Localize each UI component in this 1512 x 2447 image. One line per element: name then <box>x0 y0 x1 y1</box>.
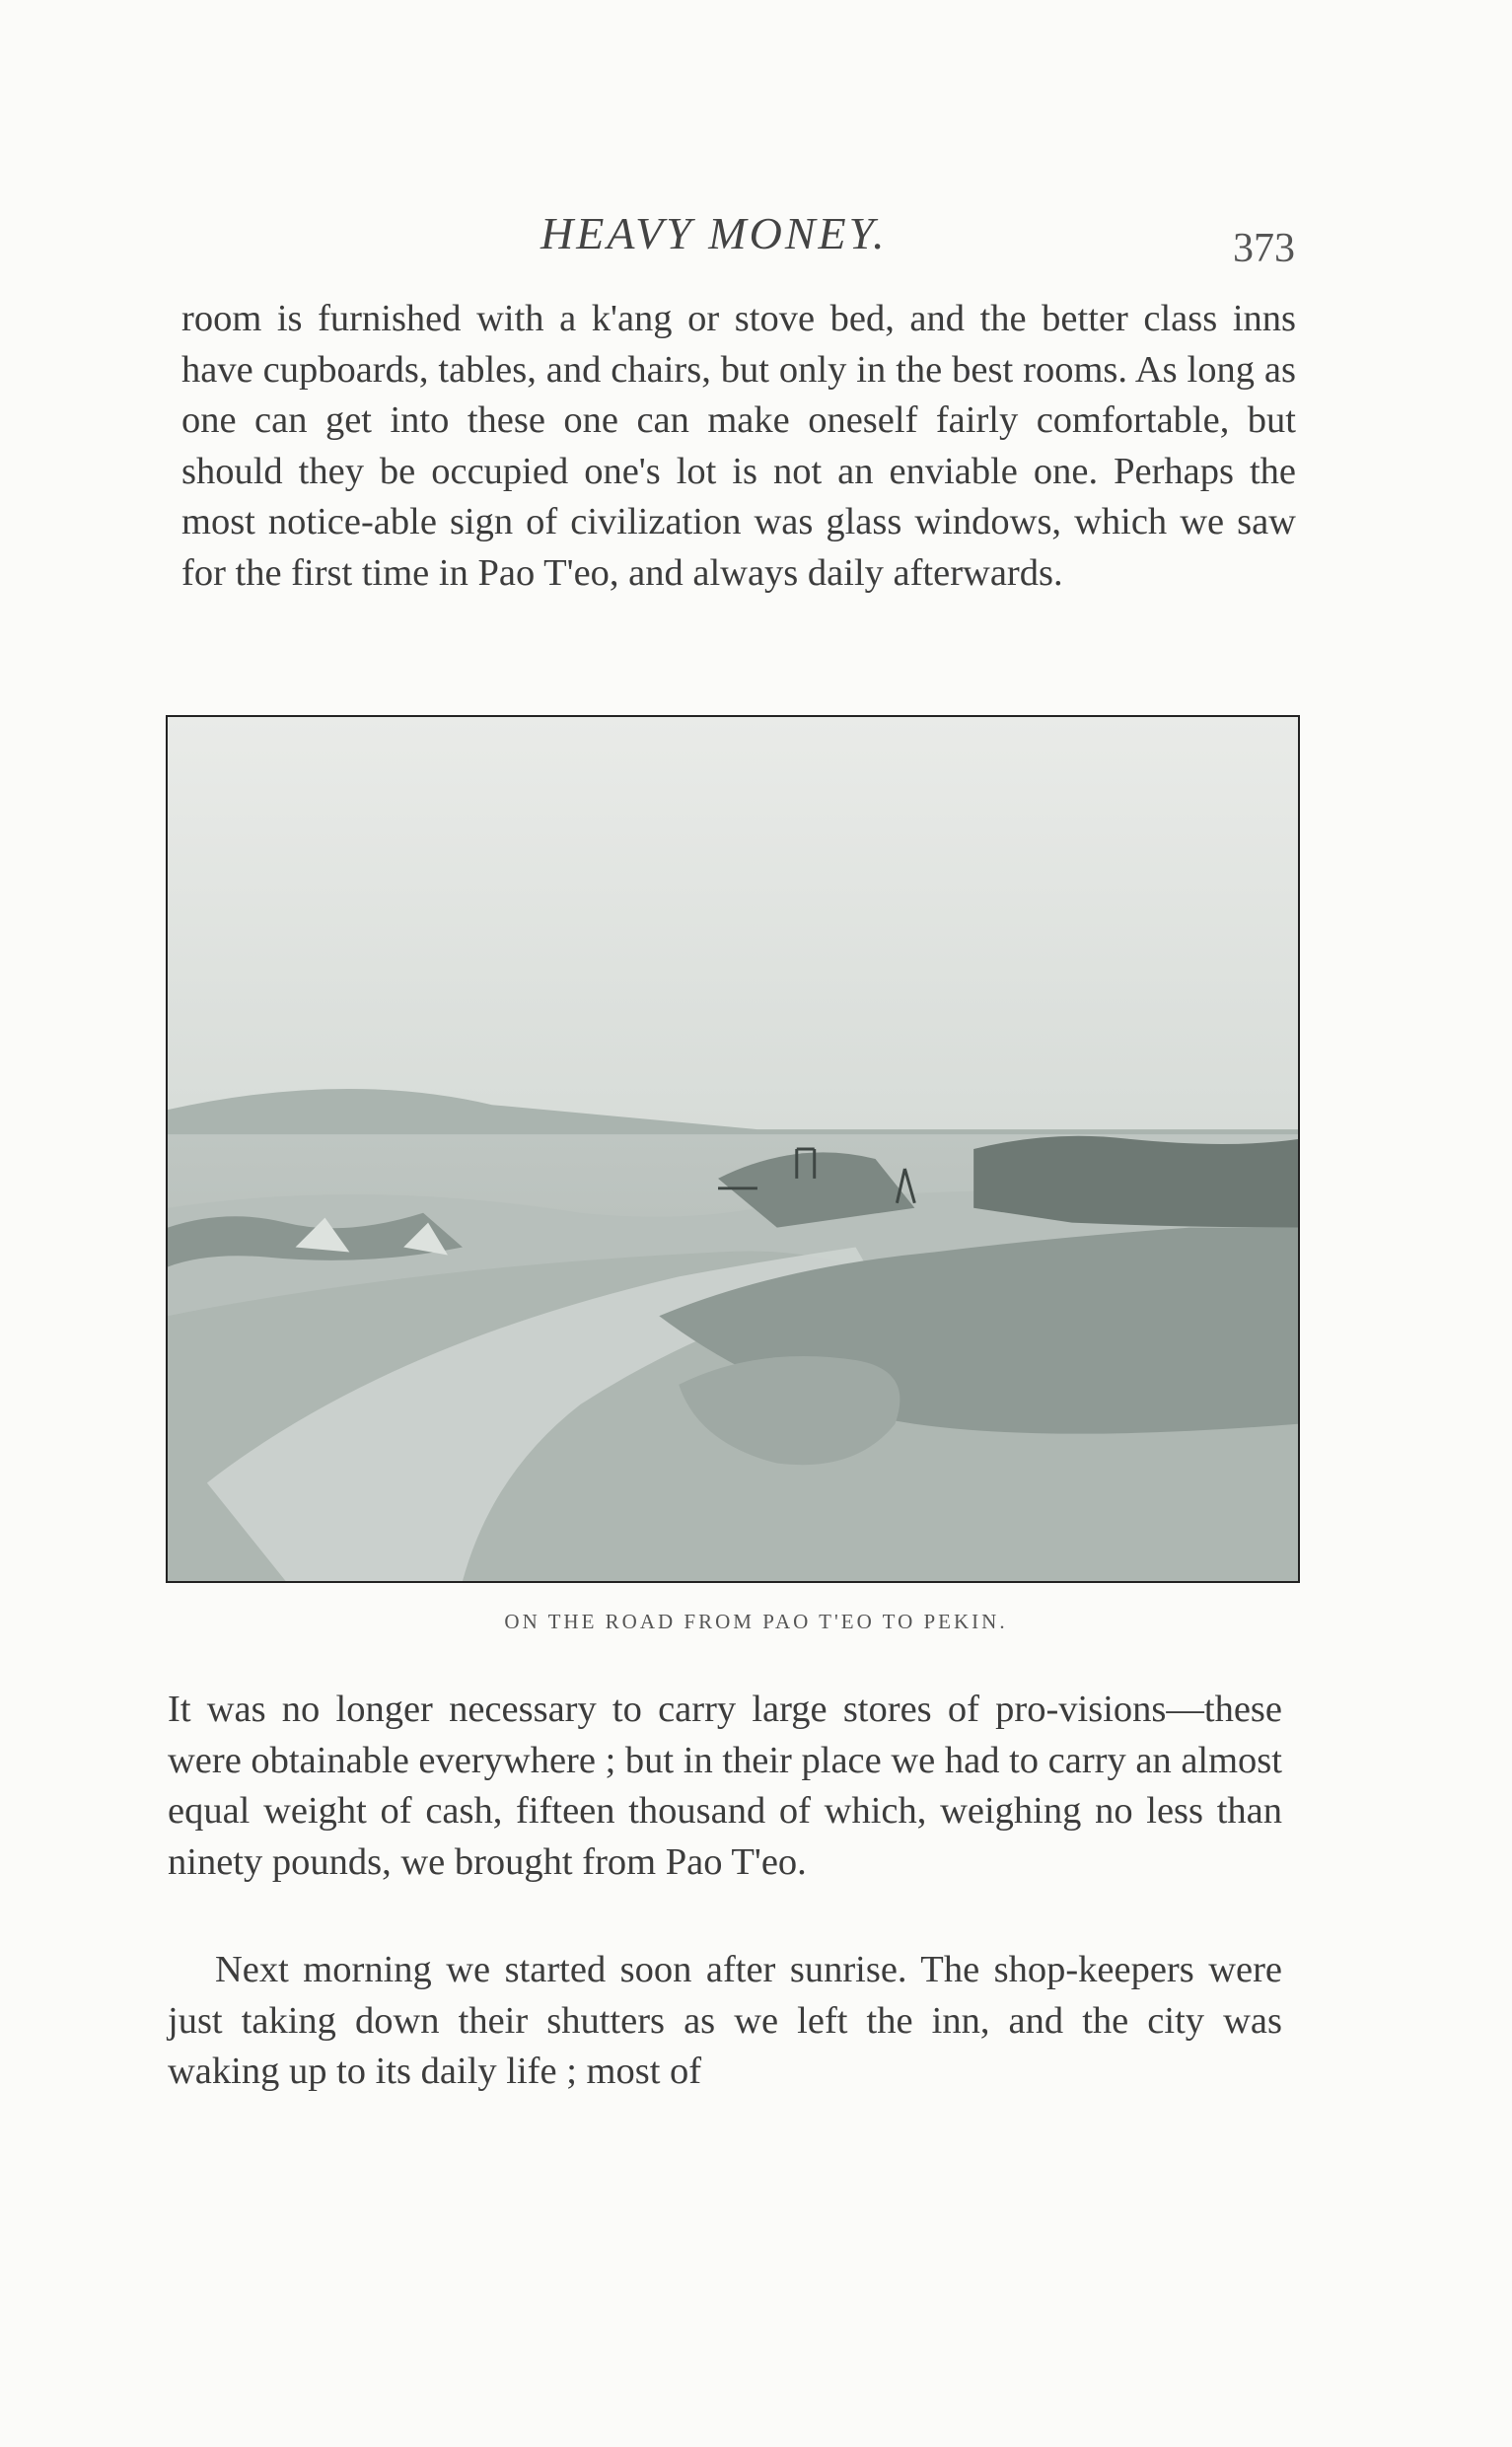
page-number: 373 <box>1233 226 1295 271</box>
paragraph-3: Next morning we started soon after sunrise. The shop-keepers were just taking down their shutters as we left the inn, and the city was waking up to its daily life ; most of <box>168 1949 1282 2092</box>
figure-caption: ON THE ROAD FROM PAO T'EO TO PEKIN. <box>504 1610 1008 1633</box>
road-photograph-illustration <box>168 717 1298 1581</box>
paragraph-2: It was no longer necessary to carry large stores of pro-visions—these were obtainable everywhere ; but in their place we had to carry an almost equal weight of cash, fifteen thousand of which, weighing no less than ninety pounds, we brought from Pao T'eo. <box>168 1689 1282 1883</box>
running-head-title: HEAVY MONEY. <box>540 208 888 258</box>
road-photograph <box>166 715 1300 1583</box>
running-head <box>0 207 1512 271</box>
paragraph-1: room is furnished with a k'ang or stove bed, and the better class inns have cupboards, tables, and chairs, but only in the best rooms. As long as one can get into these one can make oneself fairly comfortable, but should they be occupied one's lot is not an enviable one. Perhaps the most notice-able sign of civilization was glass windows, which we saw for the first time in Pao T'eo, and always daily afterwards. <box>181 298 1296 594</box>
